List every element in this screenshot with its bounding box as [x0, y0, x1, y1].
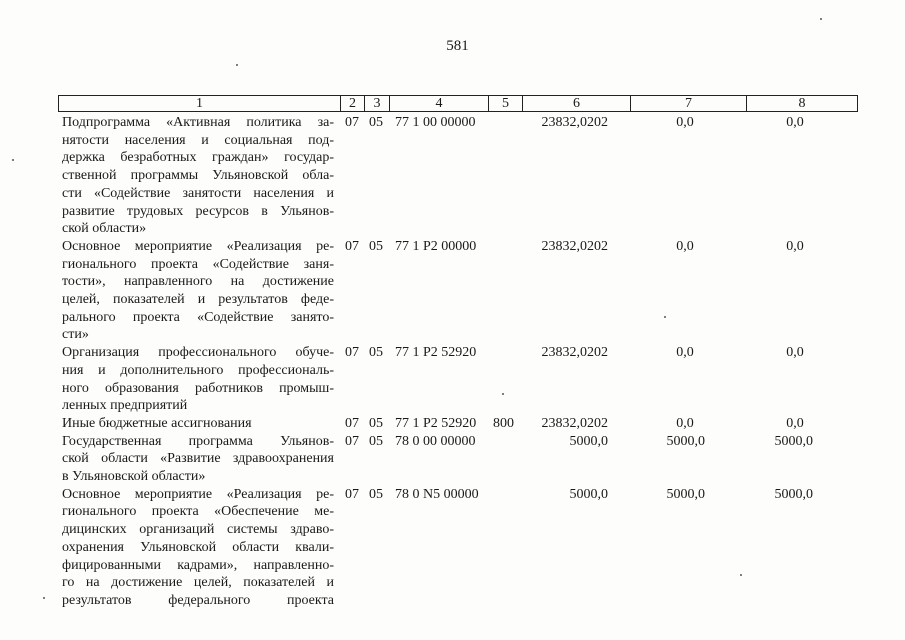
table-body: [0, 114, 905, 610]
desc-line: ской области «Развитие здравоохранения: [62, 451, 334, 467]
cell-section: 05: [369, 345, 383, 361]
scan-speck: [664, 316, 666, 318]
cell-target-code: 77 1 P2 52920: [395, 345, 477, 361]
cell-amount-1: 5000,0: [569, 486, 608, 502]
cell-section: 05: [369, 115, 383, 130]
desc-line: ленных предприятий: [62, 398, 188, 414]
cell-target-code: 77 1 P2 52920: [395, 415, 477, 431]
scan-speck: [43, 597, 45, 599]
desc-line: Иные бюджетные ассигнования: [62, 415, 252, 431]
row-description: [62, 114, 334, 238]
desc-line: ного образования работников промыш-: [62, 380, 334, 396]
scan-speck: [12, 159, 14, 161]
cell-amount-3: 0,0: [786, 238, 804, 254]
cell-amount-2: 0,0: [676, 115, 694, 130]
table-row: [0, 433, 905, 486]
cell-ministry: 07: [345, 486, 359, 502]
table-row: [0, 114, 905, 238]
desc-line: охранения Ульяновской области квали-: [62, 539, 334, 555]
cell-ministry: 07: [345, 238, 359, 254]
column-header-8: 8: [798, 96, 806, 111]
desc-line: сти «Содействие занятости населения и: [62, 185, 334, 201]
cell-amount-1: 5000,0: [569, 433, 608, 449]
cell-ministry: 07: [345, 415, 359, 431]
cell-section: 05: [369, 433, 383, 449]
scan-speck: [236, 64, 238, 66]
desc-line: Основное мероприятие «Реализация ре-: [62, 486, 334, 502]
desc-line: гионального проекта «Обеспечение ме-: [62, 504, 334, 520]
cell-amount-1: 23832,0202: [541, 345, 608, 361]
desc-line: Подпрограмма «Активная политика за-: [62, 115, 334, 130]
cell-section: 05: [369, 415, 383, 431]
column-header-2: 2: [341, 96, 365, 111]
cell-target-code: 78 0 N5 00000: [395, 486, 479, 502]
cell-target-code: 77 1 P2 00000: [395, 238, 477, 254]
cell-amount-1: 23832,0202: [541, 115, 608, 130]
desc-line: ственной программы Ульяновской обла-: [62, 168, 334, 184]
scan-speck: [740, 574, 742, 576]
cell-amount-2: 0,0: [676, 345, 694, 361]
cell-amount-3: 0,0: [786, 345, 804, 361]
desc-line: фицированными кадрами», направленно-: [62, 557, 334, 573]
cell-ministry: 07: [345, 433, 359, 449]
row-description: [62, 433, 334, 486]
cell-amount-3: 5000,0: [774, 486, 813, 502]
cell-amount-3: 5000,0: [774, 433, 813, 449]
scan-speck: [820, 18, 822, 20]
cell-amount-2: 0,0: [676, 238, 694, 254]
desc-line: ния и дополнительного профессиональ-: [62, 362, 334, 378]
row-description: [62, 238, 334, 344]
cell-ministry: 07: [345, 115, 359, 130]
cell-target-code: 77 1 00 00000: [395, 115, 476, 130]
row-description: [62, 344, 334, 415]
column-header-1: 1: [59, 96, 341, 111]
desc-line: Государственная программа Ульянов-: [62, 433, 334, 449]
desc-line: целей, показателей и результатов феде-: [62, 292, 334, 308]
cell-amount-3: 0,0: [786, 115, 804, 130]
desc-line: тости», направленного на достижение: [62, 274, 334, 290]
cell-amount-2: 5000,0: [666, 433, 705, 449]
desc-line: го на достижение целей, показателей и: [62, 575, 334, 591]
desc-line: результатов федерального проекта: [62, 592, 334, 608]
column-header-6: 6: [523, 96, 631, 111]
desc-line: рального проекта «Содействие занято-: [62, 309, 334, 325]
desc-line: держка безработных граждан» государ-: [62, 150, 334, 166]
desc-line: Основное мероприятие «Реализация ре-: [62, 238, 334, 254]
column-header-5: 5: [489, 96, 523, 111]
table-row: [0, 486, 905, 610]
scan-speck: [502, 393, 504, 395]
desc-line: Организация профессионального обуче-: [62, 345, 334, 361]
table-row: [0, 238, 905, 344]
cell-amount-2: 0,0: [676, 415, 694, 431]
cell-expense-type: 800: [493, 415, 514, 431]
cell-amount-1: 23832,0202: [541, 415, 608, 431]
table-row: [0, 415, 905, 433]
cell-section: 05: [369, 486, 383, 502]
row-description: [62, 415, 334, 433]
desc-line: ской области»: [62, 221, 147, 237]
desc-line: гионального проекта «Содействие заня-: [62, 256, 334, 272]
cell-ministry: 07: [345, 345, 359, 361]
column-header-4: 4: [390, 96, 489, 111]
desc-line: в Ульяновской области»: [62, 469, 206, 485]
table-header: [58, 95, 858, 112]
page-number: 581: [446, 38, 469, 54]
column-header-3: 3: [365, 96, 390, 111]
desc-line: развитие трудовых ресурсов в Ульянов-: [62, 203, 334, 219]
cell-amount-1: 23832,0202: [541, 238, 608, 254]
desc-line: сти»: [62, 327, 89, 343]
cell-target-code: 78 0 00 00000: [395, 433, 476, 449]
row-description: [62, 486, 334, 610]
cell-amount-2: 5000,0: [666, 486, 705, 502]
desc-line: дицинских организаций системы здраво-: [62, 522, 334, 538]
cell-amount-3: 0,0: [786, 415, 804, 431]
column-header-7: 7: [631, 96, 747, 111]
desc-line: нятости населения и социальная под-: [62, 132, 334, 148]
table-row: [0, 344, 905, 415]
cell-section: 05: [369, 238, 383, 254]
